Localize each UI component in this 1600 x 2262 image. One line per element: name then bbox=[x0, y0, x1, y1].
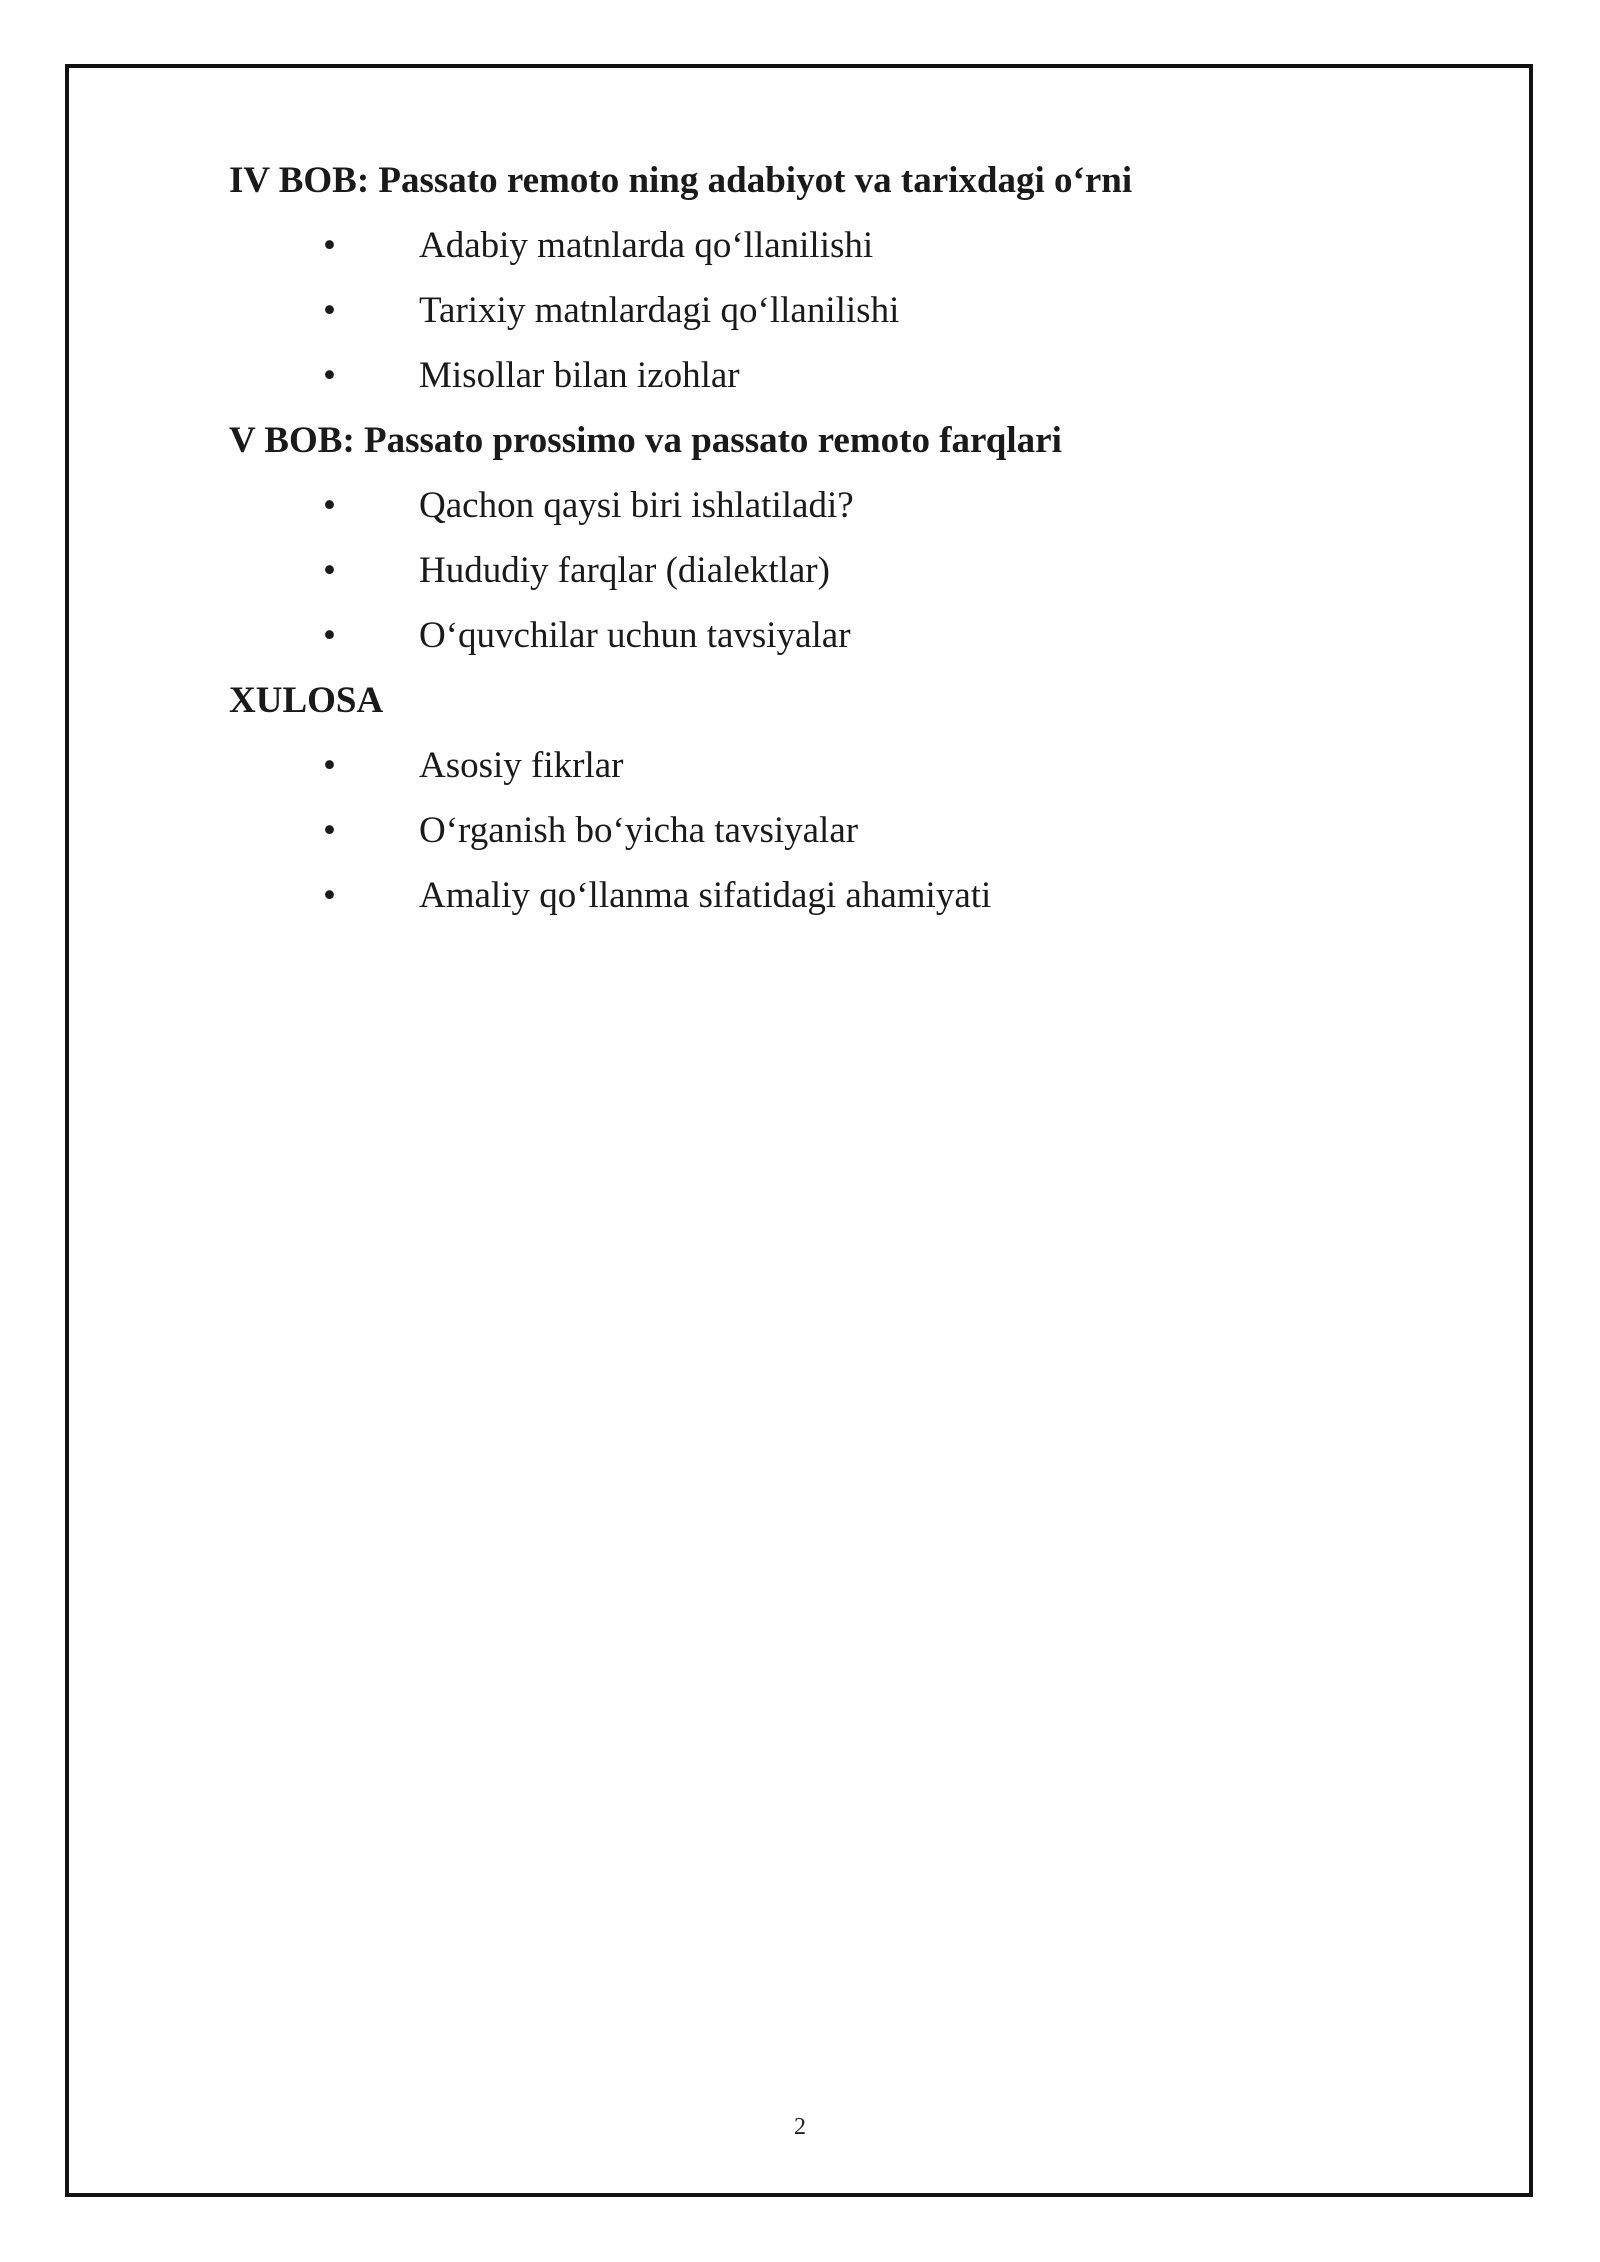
list-item bbox=[229, 733, 1449, 798]
list-item bbox=[229, 213, 1449, 278]
bullet-icon: • bbox=[323, 225, 336, 266]
list-item-text: Hududiy farqlar (dialektlar) bbox=[419, 550, 830, 591]
page-number: 2 bbox=[794, 2114, 806, 2140]
bullet-icon: • bbox=[323, 615, 336, 656]
bullet-icon: • bbox=[323, 355, 336, 396]
bullet-icon: • bbox=[323, 810, 336, 851]
bullet-icon: • bbox=[323, 745, 336, 786]
section-heading-iv-bob: IV BOB: Passato remoto ning adabiyot va tarixdagi o‘rni bbox=[229, 160, 1133, 201]
list-item-text: O‘rganish bo‘yicha tavsiyalar bbox=[419, 810, 859, 851]
list-item-text: Amaliy qo‘llanma sifatidagi ahamiyati bbox=[419, 875, 992, 916]
section-heading-xulosa: XULOSA bbox=[229, 680, 384, 721]
document-content bbox=[229, 148, 1449, 928]
bullet-list-v-bob bbox=[229, 473, 1449, 668]
bullet-icon: • bbox=[323, 875, 336, 916]
list-item bbox=[229, 278, 1449, 343]
list-item-text: Misollar bilan izohlar bbox=[419, 355, 740, 396]
list-item bbox=[229, 538, 1449, 603]
list-item-text: Adabiy matnlarda qo‘llanilishi bbox=[419, 225, 874, 266]
list-item bbox=[229, 798, 1449, 863]
list-item bbox=[229, 603, 1449, 668]
bullet-icon: • bbox=[323, 290, 336, 331]
list-item-text: Qachon qaysi biri ishlatiladi? bbox=[419, 485, 854, 526]
list-item bbox=[229, 343, 1449, 408]
bullet-list-iv-bob bbox=[229, 213, 1449, 408]
list-item-text: Asosiy fikrlar bbox=[419, 745, 624, 786]
bullet-list-xulosa bbox=[229, 733, 1449, 928]
section-heading-v-bob: V BOB: Passato prossimo va passato remoto farqlari bbox=[229, 420, 1062, 461]
list-item-text: Tarixiy matnlardagi qo‘llanilishi bbox=[419, 290, 900, 331]
list-item bbox=[229, 863, 1449, 928]
list-item-text: O‘quvchilar uchun tavsiyalar bbox=[419, 615, 851, 656]
bullet-icon: • bbox=[323, 550, 336, 591]
bullet-icon: • bbox=[323, 485, 336, 526]
list-item bbox=[229, 473, 1449, 538]
